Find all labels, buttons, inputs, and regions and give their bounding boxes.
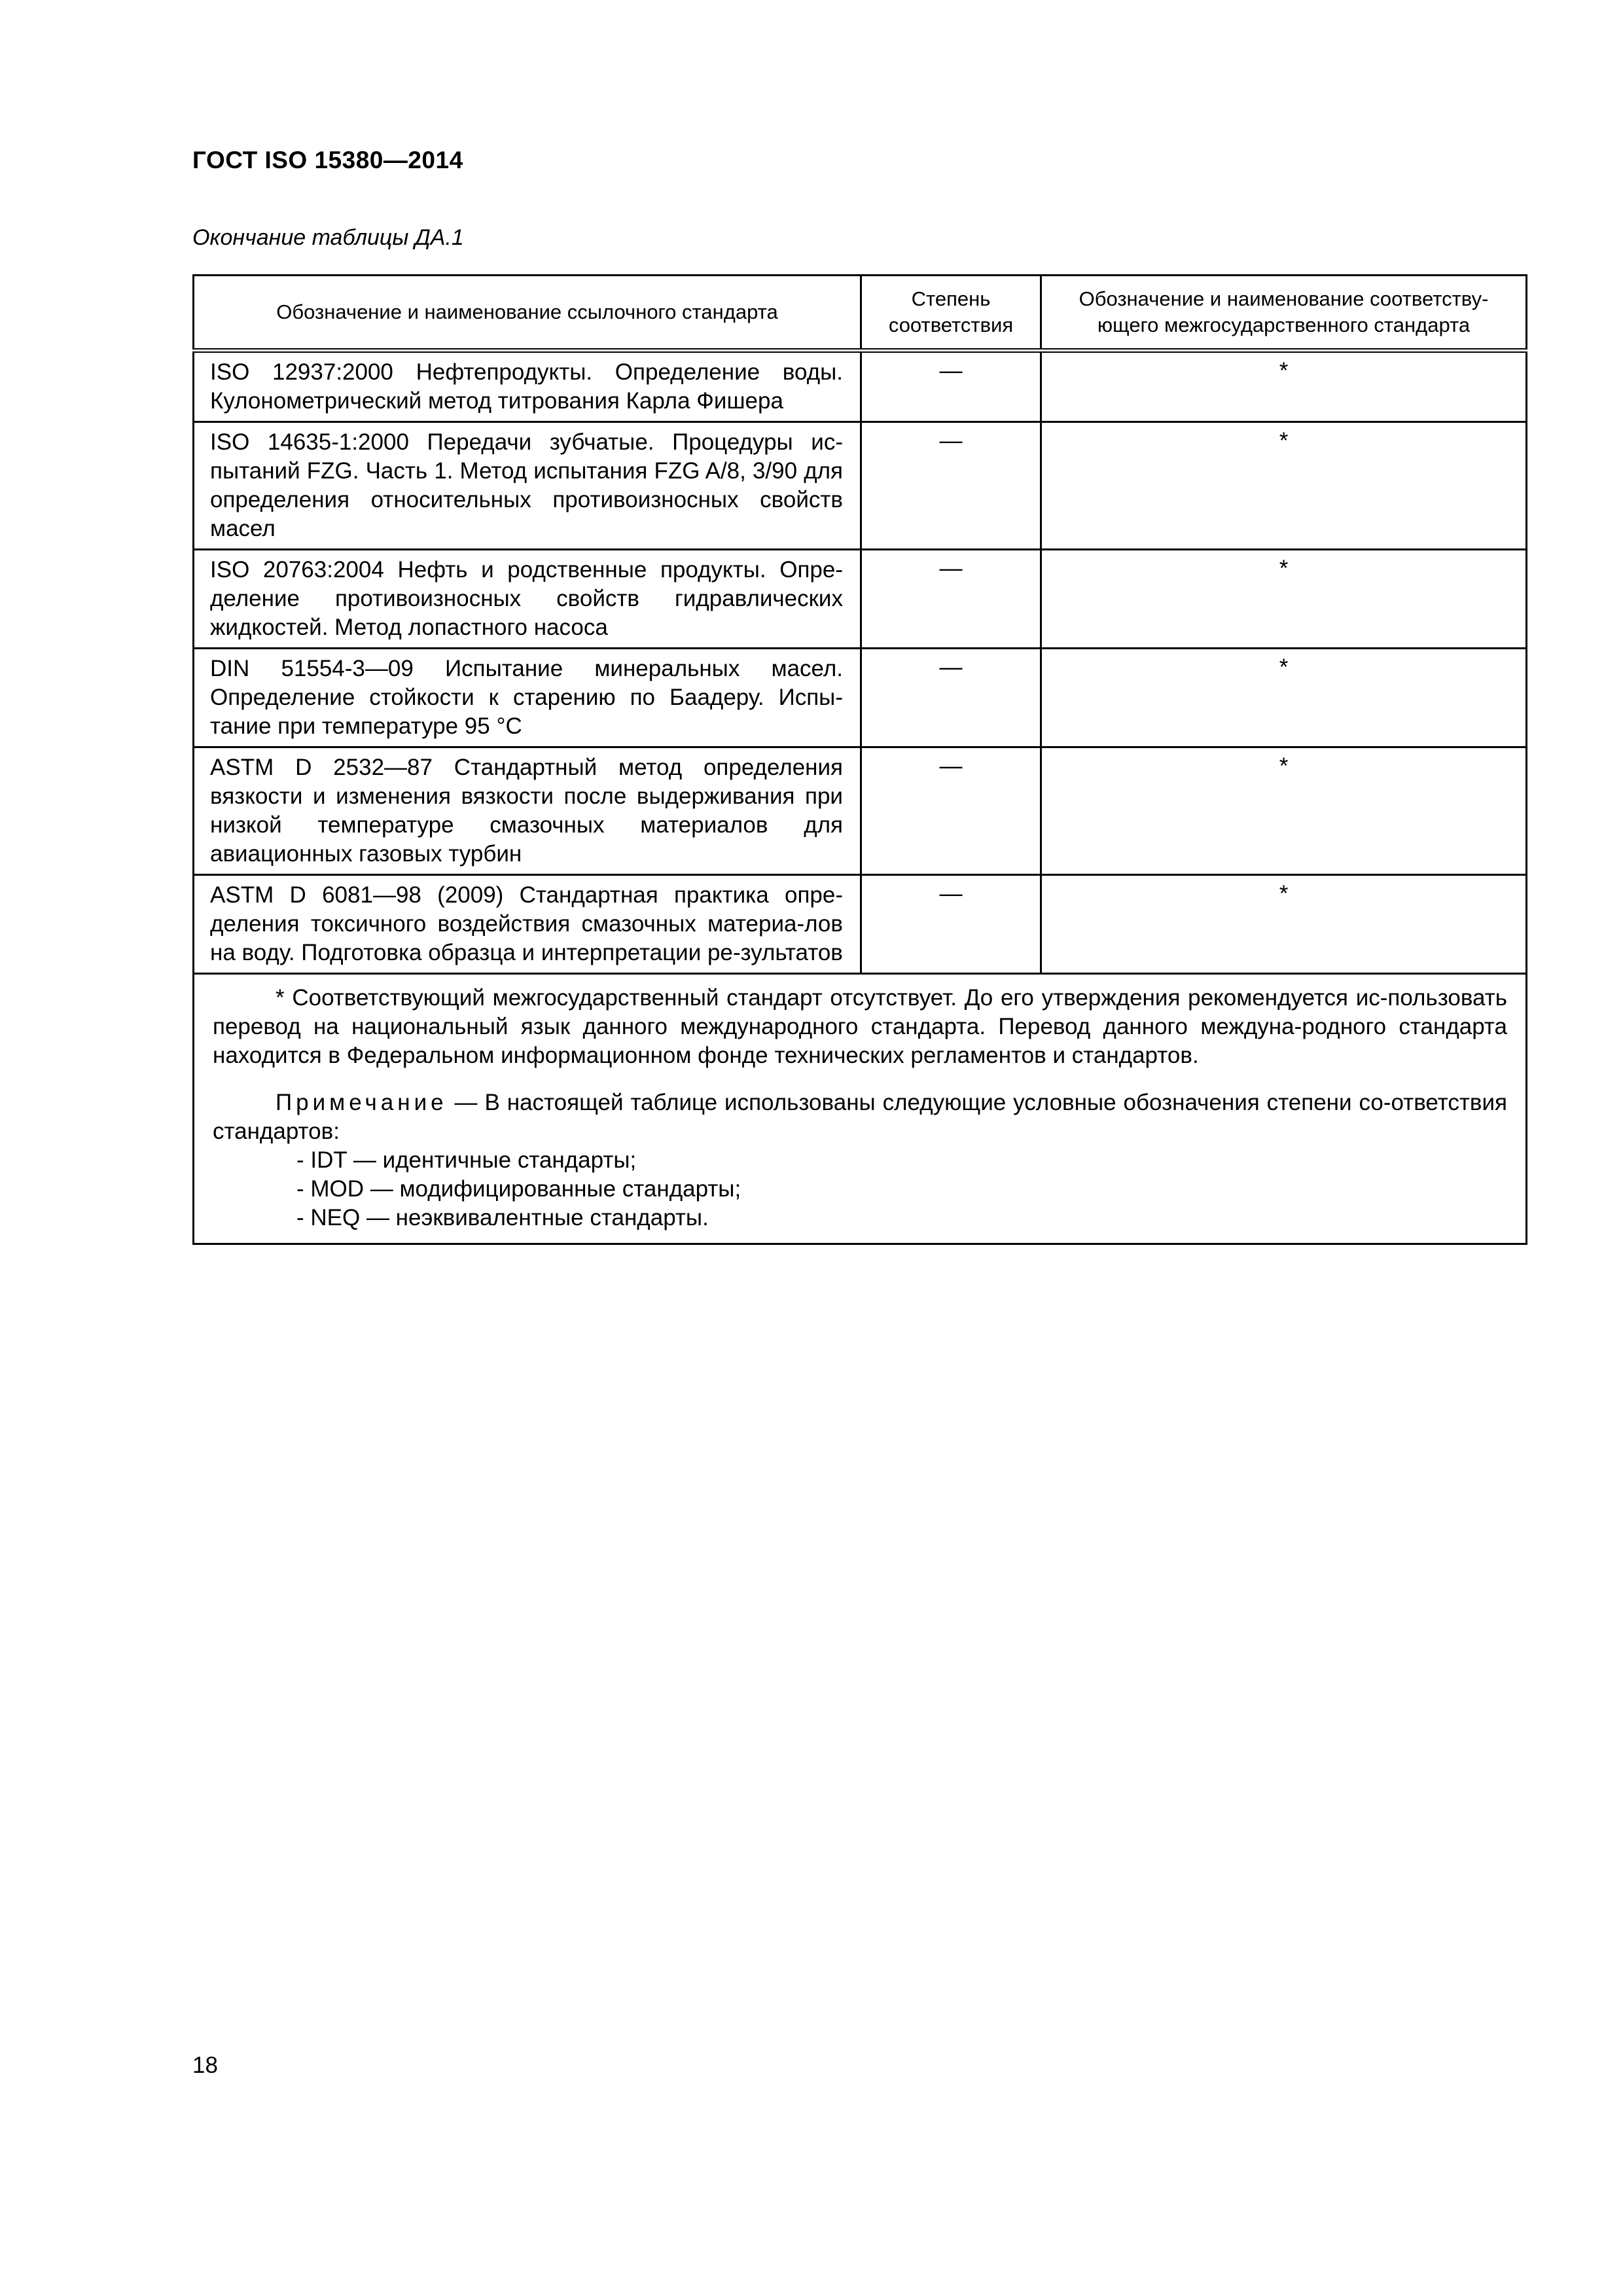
table-footnote-cell [194, 974, 1527, 1244]
table-caption: Окончание таблицы ДА.1 [192, 225, 464, 250]
interstate-standard-cell: * [1041, 747, 1527, 875]
page-number: 18 [192, 2053, 218, 2078]
interstate-standard-cell: * [1041, 875, 1527, 974]
list-item: - MOD — модифицированные стандарты; [296, 1176, 741, 1202]
interstate-standard-cell: * [1041, 422, 1527, 550]
column-header-interstate-standard [1041, 276, 1527, 351]
table-row [194, 422, 1527, 550]
interstate-standard-cell: * [1041, 649, 1527, 747]
reference-standard-cell: ASTM D 6081—98 (2009) Стандартная практика опре-деления токсичного воздействия смазочных материа-лов на воду. Подготовка образца и интерпретации ре-зультатов [194, 875, 861, 974]
reference-standard-cell: ASTM D 2532—87 Стандартный метод определения вязкости и изменения вязкости после выдерживания при низкой температуре смазочных материалов для авиационных газовых турбин [194, 747, 861, 875]
table-note [213, 1088, 1507, 1146]
table-row [194, 351, 1527, 422]
column-header-reference-standard: Обозначение и наименование ссылочного стандарта [194, 276, 861, 351]
reference-standard-cell: DIN 51554-3—09 Испытание минеральных масел. Определение стойкости к старению по Баадеру. Испы-тание при температуре 95 °С [194, 649, 861, 747]
reference-standard-cell: ISO 20763:2004 Нефть и родственные продукты. Опре-деление противоизносных свойств гидравлических жидкостей. Метод лопастного насоса [194, 550, 861, 649]
table-row [194, 550, 1527, 649]
table-row [194, 747, 1527, 875]
interstate-standard-cell: * [1041, 351, 1527, 422]
list-item: - IDT — идентичные стандарты; [296, 1147, 637, 1173]
reference-standard-cell: ISO 14635-1:2000 Передачи зубчатые. Процедуры ис-пытаний FZG. Часть 1. Метод испытания FZG A/8, 3/90 для определения относительных противоизносных свойств масел [194, 422, 861, 550]
table-row [194, 649, 1527, 747]
degree-cell: — [861, 649, 1041, 747]
column-header-degree [861, 276, 1041, 351]
table-row [194, 875, 1527, 974]
table-header-row [194, 276, 1527, 351]
note-list [213, 1146, 1507, 1232]
standards-table [192, 274, 1527, 1245]
note-label: Примечание [276, 1090, 448, 1115]
column-header-degree-text: Степень соответствия [888, 287, 1014, 336]
note-text: — В настоящей таблице использованы следующие условные обозначения степени со-ответствия стандартов: [213, 1090, 1507, 1144]
document-code: ГОСТ ISO 15380—2014 [192, 147, 463, 173]
degree-cell: — [861, 351, 1041, 422]
degree-cell: — [861, 422, 1041, 550]
reference-standard-cell: ISO 12937:2000 Нефтепродукты. Определение воды. Кулонометрический метод титрования Карла Фишера [194, 351, 861, 422]
interstate-standard-cell: * [1041, 550, 1527, 649]
list-item: - NEQ — неэквивалентные стандарты. [296, 1205, 709, 1230]
degree-cell: — [861, 875, 1041, 974]
table-footnote-row [194, 974, 1527, 1244]
degree-cell: — [861, 550, 1041, 649]
footnote-text: * Соответствующий межгосударственный стандарт отсутствует. До его утверждения рекомендуется ис-пользовать перевод на национальный язык данного международного стандарта. Перевод данного междуна-родного стандарта находится в Федеральном информационном фонде технических регламентов и стандартов. [213, 985, 1507, 1068]
column-header-interstate-text: Обозначение и наименование соответству-ющего межгосударственного стандарта [1079, 287, 1489, 336]
degree-cell: — [861, 747, 1041, 875]
